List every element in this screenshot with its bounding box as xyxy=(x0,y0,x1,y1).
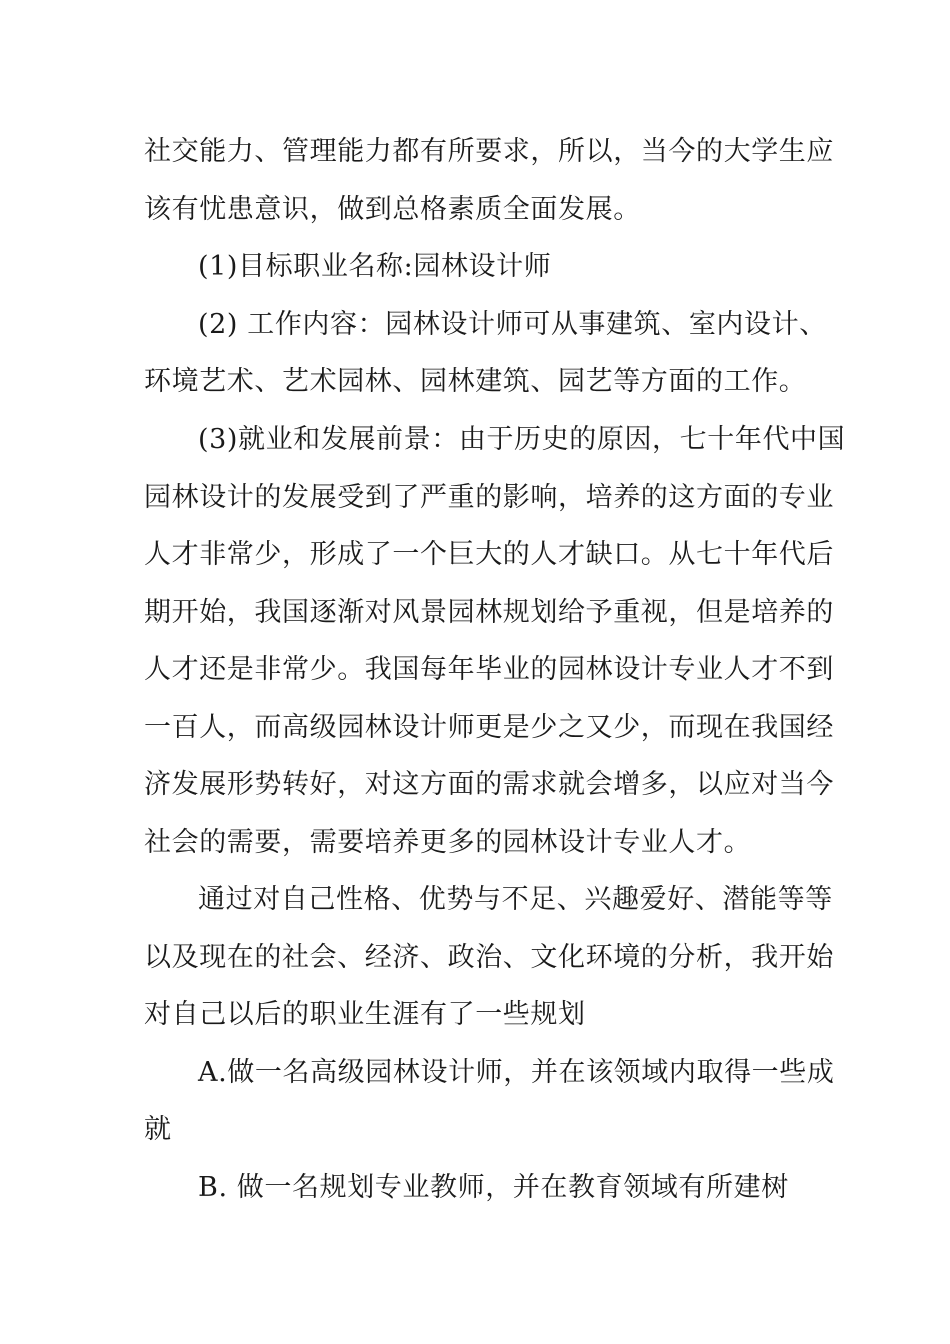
plan-a-line-1: A.做一名高级园林设计师，并在该领域内取得一些成 xyxy=(198,1057,835,1088)
paragraph-line-3: 对自己以后的职业生涯有了一些规划 xyxy=(144,999,586,1030)
list-item-3-line-4: 期开始，我国逐渐对风景园林规划给予重视，但是培养的 xyxy=(144,597,834,628)
list-item-3-line-7: 济发展形势转好，对这方面的需求就会增多，以应对当今 xyxy=(144,769,834,800)
list-item-2-line-2: 环境艺术、艺术园林、园林建筑、园艺等方面的工作。 xyxy=(144,366,807,397)
list-item-3-line-8: 社会的需要，需要培养更多的园林设计专业人才。 xyxy=(144,827,752,858)
text-line-2: 该有忧患意识，做到总格素质全面发展。 xyxy=(144,194,641,225)
list-item-3-line-2: 园林设计的发展受到了严重的影响，培养的这方面的专业 xyxy=(144,482,834,513)
list-item-3-line-3: 人才非常少，形成了一个巨大的人才缺口。从七十年代后 xyxy=(144,539,834,570)
list-item-3-line-1: (3)就业和发展前景：由于历史的原因，七十年代中国 xyxy=(198,424,846,455)
text-line-1: 社交能力、管理能力都有所要求，所以，当今的大学生应 xyxy=(144,136,834,167)
plan-a-line-2: 就 xyxy=(144,1114,172,1145)
list-item-3-line-5: 人才还是非常少。我国每年毕业的园林设计专业人才不到 xyxy=(144,654,834,685)
list-item-1-title: (1)目标职业名称:园林设计师 xyxy=(198,251,552,282)
list-item-3-line-6: 一百人，而高级园林设计师更是少之又少，而现在我国经 xyxy=(144,712,834,743)
paragraph-line-1: 通过对自己性格、优势与不足、兴趣爱好、潜能等等 xyxy=(198,884,833,915)
list-item-2-line-1: (2) 工作内容：园林设计师可从事建筑、室内设计、 xyxy=(198,309,827,340)
plan-b-line-1: B. 做一名规划专业教师，并在教育领域有所建树 xyxy=(198,1172,789,1203)
paragraph-line-2: 以及现在的社会、经济、政治、文化环境的分析，我开始 xyxy=(144,942,834,973)
